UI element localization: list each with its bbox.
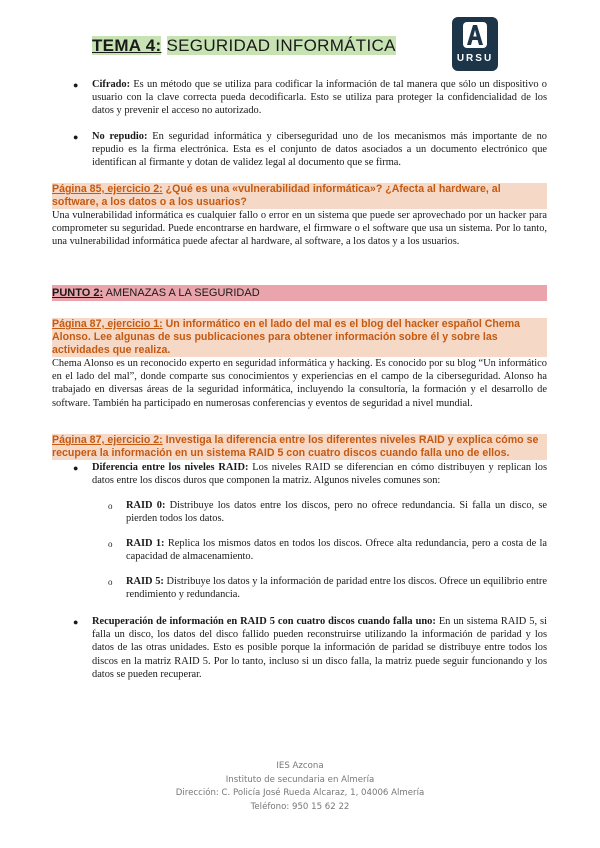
bullet-icon: ●	[73, 617, 79, 627]
question-1	[52, 183, 547, 209]
answer-1: Una vulnerabilidad informática es cualquier fallo o error en un sistema que puede ser aprovechado por un hacker para comprometer su seguridad. Puede encontrarse en hardware, el firmware o el software que usa un sistema. Por lo tanto, una vulnerabilidad informática puede afectar al hardware, al software, a los datos y a los usuarios.	[52, 210, 547, 248]
raid-term: RAID 0:	[126, 500, 166, 511]
footer-school: IES Azcona	[276, 761, 324, 771]
bullet-cifrado	[92, 78, 547, 118]
circle-bullet-icon: o	[108, 577, 113, 587]
raid-text: Distribuye los datos y la información de paridad entre los discos. Ofrece un equilibrio entre rendimiento y redundancia.	[126, 576, 547, 601]
title-rest: SEGURIDAD INFORMÁTICA	[166, 36, 396, 55]
question-2	[52, 318, 547, 357]
logo-a-icon	[463, 22, 487, 48]
raid-text: Replica los mismos datos en todos los discos. Ofrece alta redundancia, pero a costa de la capacidad de almacenamiento.	[126, 538, 547, 563]
question-text: ¿Qué es una «vulnerabilidad informática»? ¿Afecta al hardware, al software, a los datos o a los usuarios?	[52, 183, 501, 208]
title-bold: TEMA 4:	[92, 36, 162, 55]
section-bold: PUNTO 2:	[52, 287, 104, 299]
answer-2: Chema Alonso es un reconocido experto en seguridad informática y hacking. Es conocido por su blog “Un informático en el lado del mal”, donde comparte sus conocimientos y experiencias en el campo de la ciberseguridad. Alonso ha trabajado en diversas áreas de la seguridad informática, incluyendo la consultoría, la formación y el desarrollo de software. También ha participado en numerosas conferencias y eventos de seguridad a nivel mundial.	[52, 358, 547, 409]
question-ref: Página 87, ejercicio 1:	[52, 318, 163, 330]
raid-term: RAID 5:	[126, 576, 164, 587]
bullet-text: Los niveles RAID se diferencian en cómo distribuyen y replican los datos entre los discos duros que componen la matriz. Algunos niveles comunes son:	[92, 462, 548, 487]
section-heading	[52, 285, 547, 301]
question-text: Un informático en el lado del mal es el blog del hacker español Chema Alonso. Lee algunas de sus publicaciones para obtener información sobre él y sobre las actividades que realiza.	[52, 318, 521, 356]
raid-1-item	[126, 537, 547, 563]
bullet-text: En seguridad informática y ciberseguridad uno de los mecanismos más importante de no repudio es la firma electrónica. Esta es el conjunto de datos asociados a un documento electrónico que identifican al firmante y dotan de validez legal al documento que se firma.	[92, 131, 547, 169]
bullet-term: Diferencia entre los niveles RAID:	[92, 462, 249, 473]
footer-subtitle: Instituto de secundaria en Almería	[225, 774, 375, 785]
bullet-term: Cifrado:	[92, 79, 131, 90]
raid-text: Distribuye los datos entre los discos, pero no ofrece redundancia. Si falla un disco, se pierden todos los datos.	[126, 500, 547, 525]
question-3	[52, 434, 547, 460]
page-title	[92, 36, 396, 56]
footer	[0, 760, 600, 814]
raid-5-item	[126, 575, 547, 601]
bullet-text: En un sistema RAID 5, si falla un disco, los datos del disco fallido pueden reconstruirse utilizando la información de paridad y los datos de las otras unidades. Esto es posible porque la información de paridad se distribuye entre todos los discos en la matriz RAID 5. Por lo tanto, incluso si un disco falla, la matriz puede seguir funcionando y los datos se pueden recuperar.	[92, 616, 547, 680]
school-logo	[452, 17, 498, 71]
logo-text: URSU	[456, 53, 494, 64]
raid-term: RAID 1:	[126, 538, 165, 549]
bullet-icon: ●	[73, 132, 79, 142]
circle-bullet-icon: o	[108, 501, 113, 511]
bullet-term: No repudio:	[92, 131, 148, 142]
question-text: Investiga la diferencia entre los diferentes niveles RAID y explica cómo se recupera la información en un sistema RAID 5 con cuatro discos cuando falla uno de ellos.	[52, 434, 539, 459]
section-rest: AMENAZAS A LA SEGURIDAD	[105, 287, 260, 299]
bullet-term: Recuperación de información en RAID 5 con cuatro discos cuando falla uno:	[92, 616, 436, 627]
bullet-icon: ●	[73, 80, 79, 90]
question-ref: Página 85, ejercicio 2:	[52, 183, 163, 195]
bullet-raid-recuperacion	[92, 615, 547, 681]
footer-phone: Teléfono: 950 15 62 22	[250, 801, 350, 812]
raid-0-item	[126, 499, 547, 525]
circle-bullet-icon: o	[108, 539, 113, 549]
bullet-icon: ●	[73, 463, 79, 473]
footer-address: Dirección: C. Policía José Rueda Alcaraz, 1, 04006 Almería	[175, 788, 425, 798]
question-ref: Página 87, ejercicio 2:	[52, 434, 163, 446]
bullet-no-repudio	[92, 130, 547, 170]
bullet-text: Es un método que se utiliza para codificar la información de tal manera que sólo un dispositivo o usuario con la clave correcta pueda decodificarla. Esto se utiliza para proteger la confidencialidad de los datos y prevenir el acceso no autorizado.	[92, 79, 547, 117]
bullet-raid-diferencia	[92, 461, 547, 487]
